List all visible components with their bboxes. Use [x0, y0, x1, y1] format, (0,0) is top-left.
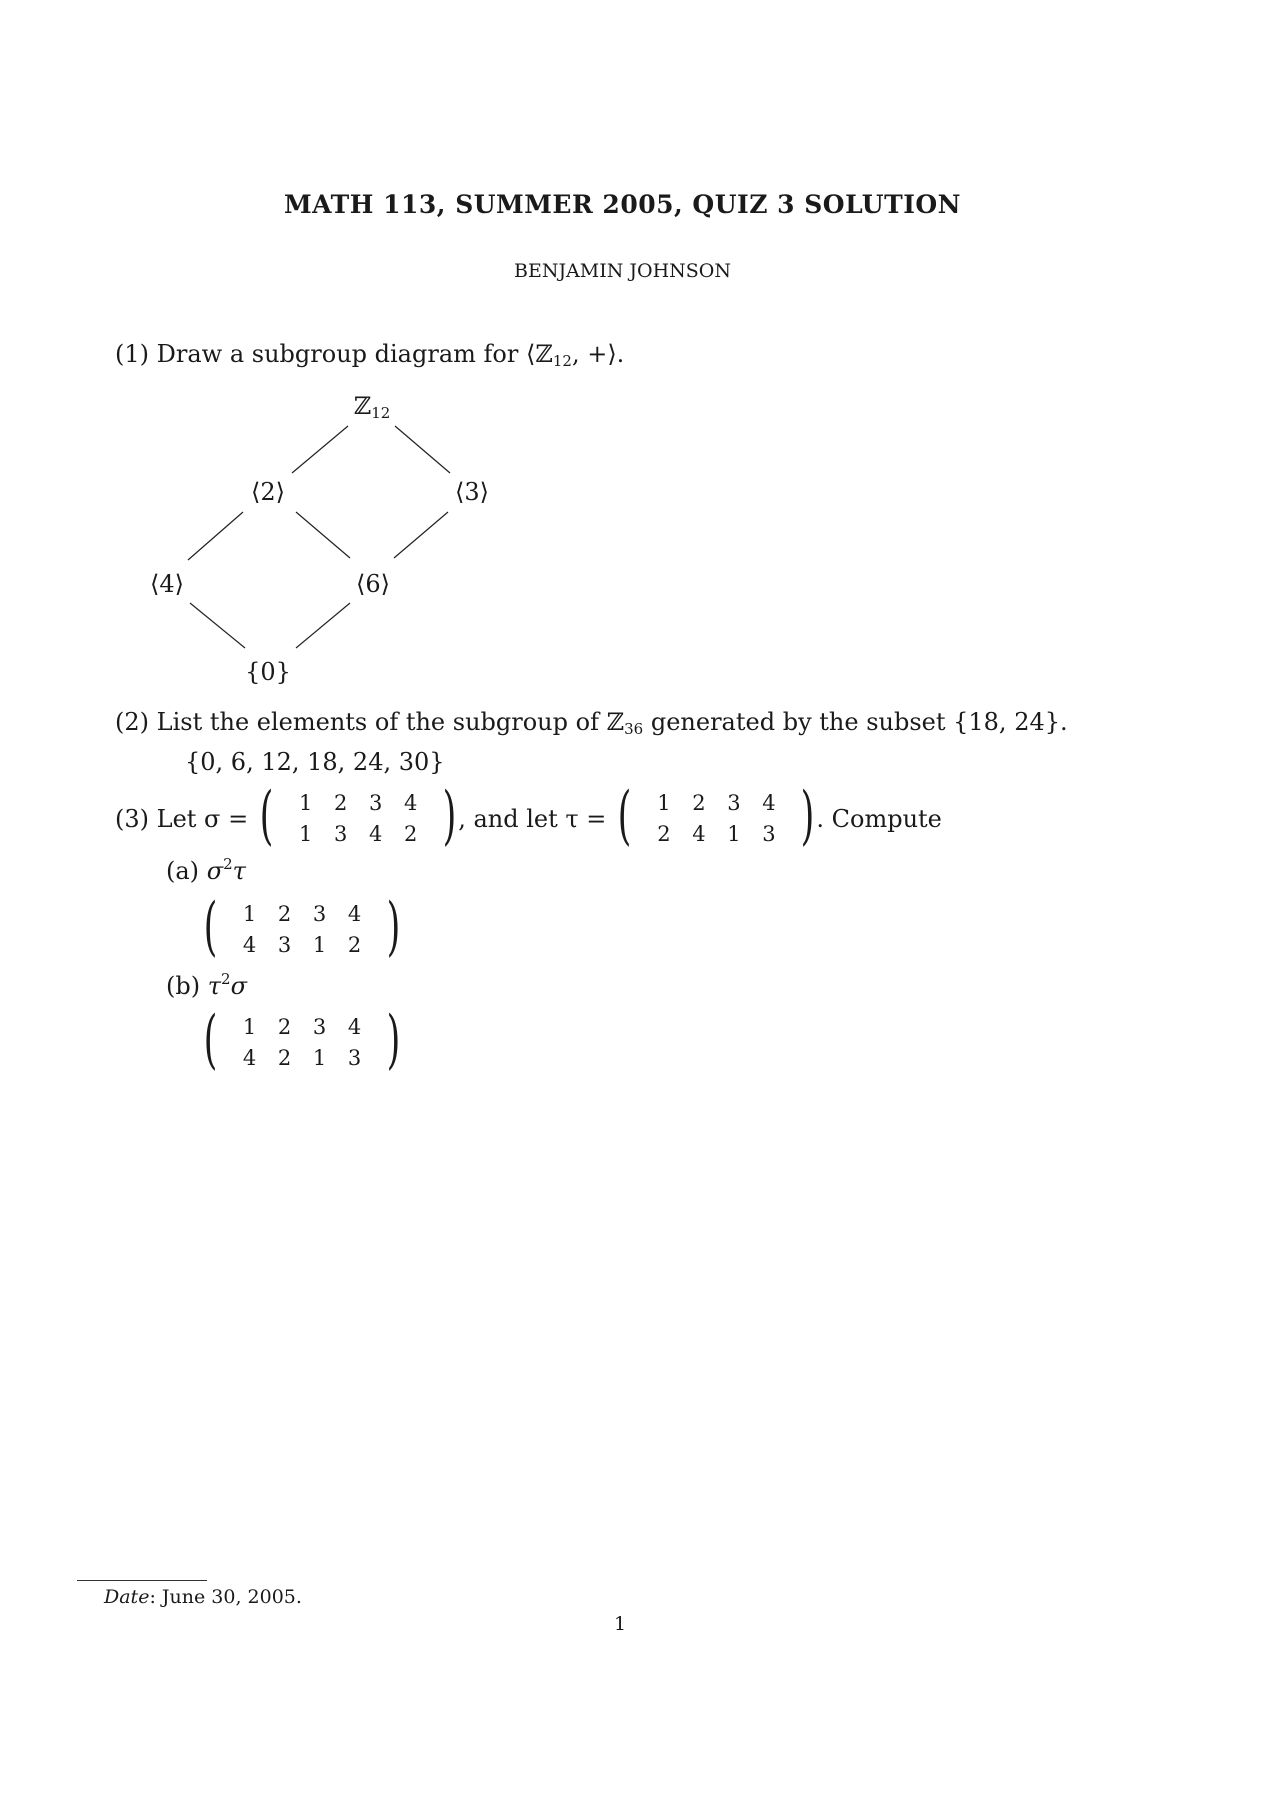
- edge-6-to-0: [296, 603, 350, 648]
- question-1-text: Draw a subgroup diagram for: [156, 340, 519, 368]
- author-name: BENJAMIN JOHNSON: [513, 260, 732, 282]
- question-3b: (b) $\tau^2\sigma$: [166, 970, 247, 1000]
- question-3: [115, 779, 942, 853]
- question-3a: (a) $\sigma^2\tau$: [166, 855, 246, 885]
- question-3-and-let-tau: , and let τ =: [458, 805, 607, 833]
- edge-2-to-6: [296, 512, 350, 558]
- question-3-let-sigma: Let σ =: [156, 805, 249, 833]
- edge-z12-to-3: [395, 426, 450, 473]
- footnote-date: Date: June 30, 2005.: [104, 1586, 302, 1608]
- diagram-node-6: ⟨6⟩: [356, 570, 390, 598]
- tau-matrix: ( 1 2 3 4 2 4 1 3 ): [617, 779, 815, 853]
- question-3b-answer: ( 1 2 3 4 4 2 1 3 ): [203, 1003, 401, 1077]
- footnote-rule: [77, 1580, 207, 1581]
- question-1-group: ⟨ℤ$_{12}$, +⟩.: [525, 340, 625, 370]
- page-number: 1: [614, 1613, 627, 1635]
- page-title: MATH 113, SUMMER 2005, QUIZ 3 SOLUTION: [283, 190, 962, 219]
- question-1-number: (1): [115, 340, 149, 368]
- question-3b-label: (b): [166, 972, 201, 1000]
- diagram-node-3: ⟨3⟩: [455, 478, 489, 506]
- question-2: [115, 708, 1068, 738]
- sigma-matrix: ( 1 2 3 4 1 3 4 2 ): [259, 779, 457, 853]
- question-3-compute: . Compute: [816, 805, 942, 833]
- edge-z12-to-2: [292, 426, 348, 473]
- question-3a-label: (a): [166, 857, 200, 885]
- diagram-node-2: ⟨2⟩: [251, 478, 285, 506]
- question-2-number: (2): [115, 708, 149, 736]
- edge-4-to-0: [190, 603, 245, 648]
- question-2-answer: {0, 6, 12, 18, 24, 30}: [185, 748, 445, 776]
- diagram-node-0: {0}: [245, 658, 291, 686]
- diagram-node-4: ⟨4⟩: [150, 570, 184, 598]
- edge-2-to-4: [188, 512, 243, 560]
- edge-3-to-6: [394, 512, 448, 558]
- diagram-node-z12: ℤ$_{12}$: [353, 392, 391, 422]
- question-3a-answer: ( 1 2 3 4 4 3 1 2 ): [203, 890, 401, 964]
- question-3-number: (3): [115, 805, 149, 833]
- question-2-text: List the elements of the subgroup of ℤ$_{36}$ generated by the subset {18, 24}.: [156, 708, 1068, 738]
